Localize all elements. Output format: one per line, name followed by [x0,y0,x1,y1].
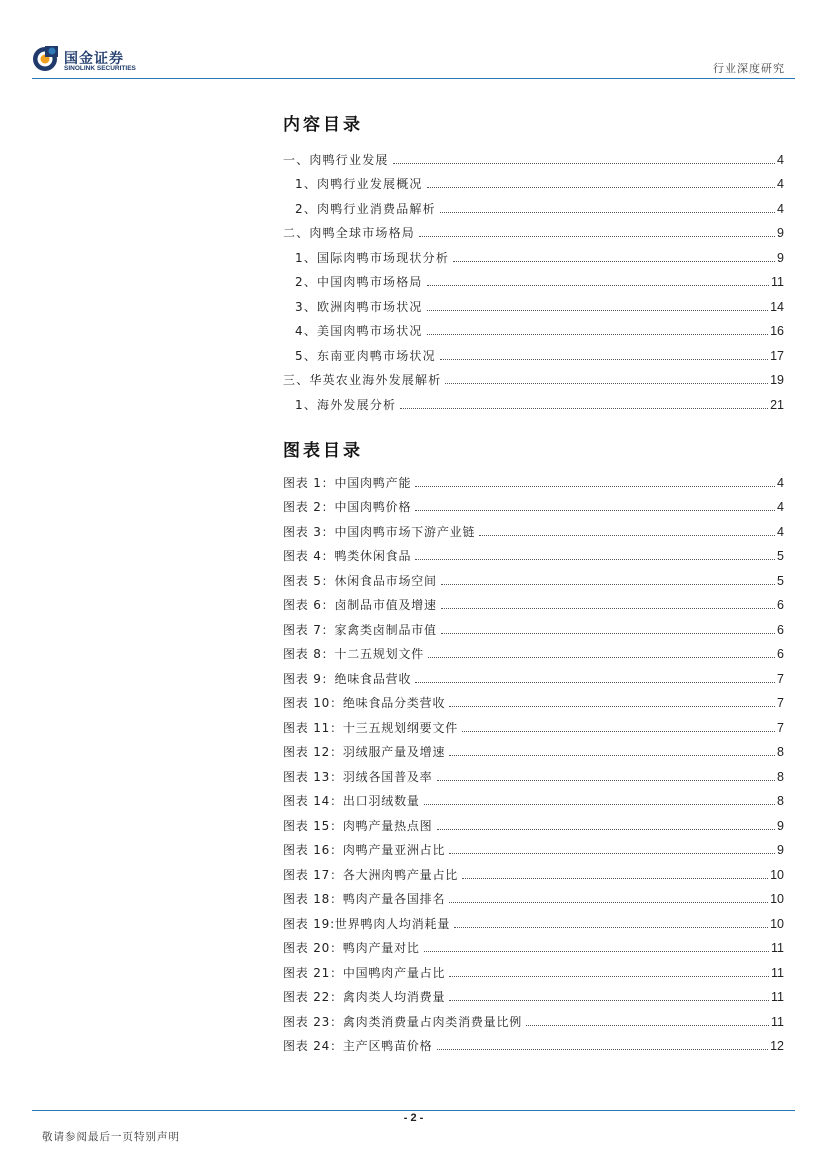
figure-entry-label: 图表 17：各大洲肉鸭产量占比 [283,867,459,882]
dot-leader [526,1025,769,1026]
figure-entry-label: 图表 10：绝味食品分类营收 [283,696,446,710]
figure-entry-page-number: 8 [777,769,784,784]
toc-entry[interactable] [283,314,784,339]
toc-entry[interactable] [283,240,784,265]
figure-entry[interactable] [283,588,784,613]
figure-entry-page-number: 7 [777,720,784,735]
figure-entry-page-number: 7 [777,671,784,686]
figure-entry[interactable] [283,514,784,539]
dot-leader [419,236,775,237]
toc-entry[interactable] [283,142,784,167]
figure-entry[interactable] [283,784,784,809]
toc-entry-page-number: 4 [777,177,784,191]
figure-entry-label: 图表 16：肉鸭产量亚洲占比 [283,843,446,857]
figure-entry[interactable] [283,735,784,760]
figure-entry-label: 图表 6：卤制品市值及增速 [283,598,437,612]
dot-leader [449,706,775,707]
figure-entry-label: 图表 18：鸭肉产量各国排名 [283,892,446,906]
figure-entry-label: 图表 12：羽绒服产量及增速 [283,745,446,759]
figure-entry[interactable] [283,931,784,956]
toc-entry[interactable] [283,167,784,192]
dot-leader [437,829,776,830]
figure-entry-label: 图表 19:世界鸭肉人均消耗量 [283,916,451,931]
figures-list [283,465,784,1053]
toc-entry-page-number: 9 [777,226,784,240]
toc-entry[interactable] [283,363,784,388]
toc-entry-page-number: 11 [771,275,784,289]
dot-leader [415,510,775,511]
dot-leader [449,976,769,977]
toc-entry-page-number: 21 [770,397,784,412]
figure-entry-label: 图表 5：休闲食品市场空间 [283,573,437,588]
figure-entry-label: 图表 1：中国肉鸭产能 [283,475,412,490]
figure-entry[interactable] [283,955,784,980]
figure-entry-label: 图表 15：肉鸭产量热点图 [283,818,433,833]
toc-entry-label: 5、东南亚肉鸭市场状况 [295,348,436,363]
dot-leader [462,878,768,879]
toc-entry[interactable] [283,216,784,241]
toc-entry-page-number: 17 [770,348,784,363]
dot-leader [427,187,775,188]
figure-entry-page-number: 4 [777,500,784,514]
dot-leader [441,584,775,585]
figure-entry-page-number: 6 [777,647,784,661]
figure-entry[interactable] [283,759,784,784]
toc-entry-label: 1、国际肉鸭市场现状分析 [295,250,450,265]
dot-leader [424,804,775,805]
figure-entry-page-number: 4 [777,524,784,539]
dot-leader [449,755,775,756]
toc-entry-label: 2、中国肉鸭市场格局 [295,275,423,289]
toc-entry[interactable] [283,387,784,412]
figure-entry[interactable] [283,710,784,735]
dot-leader [440,212,775,213]
figure-entry-page-number: 7 [777,696,784,710]
figure-entry-label: 图表 3：中国肉鸭市场下游产业链 [283,524,476,539]
dot-leader [445,383,768,384]
figure-entry-label: 图表 20：鸭肉产量对比 [283,941,420,955]
figure-entry-page-number: 9 [777,818,784,833]
disclaimer-note: 敬请参阅最后一页特别声明 [42,1131,180,1143]
figure-entry-page-number: 6 [777,622,784,637]
dot-leader [393,163,775,164]
figures-title: 图表目录 [283,441,363,461]
figure-entry-label: 图表 11：十三五规划纲要文件 [283,720,459,735]
dot-leader [440,359,768,360]
page-header [0,0,827,80]
toc-entry-page-number: 4 [777,201,784,216]
dot-leader [415,486,775,487]
figure-entry-label: 图表 9：绝味食品营收 [283,671,412,686]
figure-entry-label: 图表 2：中国肉鸭价格 [283,500,412,514]
dot-leader [454,927,768,928]
figure-entry-label: 图表 23：禽肉类消费量占肉类消费量比例 [283,1014,523,1029]
header-divider [32,78,795,79]
dot-leader [449,902,768,903]
toc-entry-page-number: 14 [770,299,784,314]
toc-entry-page-number: 19 [770,373,784,387]
figure-entry-page-number: 8 [777,745,784,759]
logo-english-name: SINOLINK SECURITIES [64,65,136,72]
toc-entry[interactable] [283,289,784,314]
dot-leader [415,559,775,560]
figure-entry[interactable] [283,490,784,515]
dot-leader [449,1000,769,1001]
figure-entry[interactable] [283,1029,784,1054]
figure-entry[interactable] [283,980,784,1005]
figure-entry-page-number: 5 [777,573,784,588]
dot-leader [400,408,768,409]
toc-entry-label: 3、欧洲肉鸭市场状况 [295,299,423,314]
sinolink-logo-icon [32,46,58,72]
dot-leader [424,951,769,952]
contents-title: 内容目录 [283,115,363,135]
dot-leader [453,261,775,262]
figure-entry[interactable] [283,539,784,564]
figure-entry-label: 图表 4：鸭类休闲食品 [283,549,412,563]
dot-leader [441,633,775,634]
toc-entry-page-number: 4 [777,152,784,167]
toc-entry[interactable] [283,338,784,363]
figure-entry[interactable] [283,882,784,907]
figure-entry-page-number: 11 [771,990,784,1004]
toc-entry-label: 1、肉鸭行业发展概况 [295,177,423,191]
figure-entry-page-number: 12 [770,1039,784,1053]
figure-entry-page-number: 10 [770,916,784,931]
footer-divider [32,1110,795,1111]
logo-chinese-name: 国金证券 [64,51,124,67]
figure-entry-label: 图表 14：出口羽绒数量 [283,794,420,808]
figure-entry-label: 图表 24：主产区鸭苗价格 [283,1039,433,1053]
figure-entry-page-number: 11 [771,965,784,980]
toc-entry-label: 2、肉鸭行业消费品解析 [295,201,436,216]
dot-leader [427,310,768,311]
dot-leader [427,334,768,335]
figure-entry[interactable] [283,857,784,882]
figure-entry-page-number: 6 [777,598,784,612]
dot-leader [427,285,769,286]
toc-entry-label: 1、海外发展分析 [295,397,397,412]
figure-entry[interactable] [283,686,784,711]
figure-entry[interactable] [283,563,784,588]
figure-entry-page-number: 10 [770,892,784,906]
figure-entry-page-number: 5 [777,549,784,563]
dot-leader [437,1049,769,1050]
toc-entry-label: 三、华英农业海外发展解析 [283,373,442,387]
toc-entry[interactable] [283,191,784,216]
figure-entry-label: 图表 21：中国鸭肉产量占比 [283,965,446,980]
toc-entry-label: 二、肉鸭全球市场格局 [283,226,416,240]
dot-leader [479,535,775,536]
figure-entry[interactable] [283,661,784,686]
dot-leader [449,853,775,854]
company-logo [32,46,162,80]
toc-entry-label: 一、肉鸭行业发展 [283,152,389,167]
toc-entry-page-number: 16 [770,324,784,338]
figure-entry[interactable] [283,808,784,833]
figure-entry[interactable] [283,1004,784,1029]
figure-entry[interactable] [283,833,784,858]
report-type: 行业深度研究 [713,62,785,75]
dot-leader [441,608,775,609]
figure-entry-page-number: 11 [771,1014,784,1029]
figure-entry-label: 图表 13：羽绒各国普及率 [283,769,433,784]
figure-entry-page-number: 11 [771,941,784,955]
figure-entry[interactable] [283,465,784,490]
figure-entry-page-number: 10 [770,867,784,882]
toc-entry-page-number: 9 [777,250,784,265]
dot-leader [462,731,775,732]
dot-leader [415,682,775,683]
figure-entry-label: 图表 8：十二五规划文件 [283,647,425,661]
dot-leader [437,780,776,781]
figure-entry-page-number: 9 [777,843,784,857]
figure-entry-label: 图表 7：家禽类卤制品市值 [283,622,437,637]
figure-entry[interactable] [283,637,784,662]
toc-entry[interactable] [283,265,784,290]
dot-leader [428,657,775,658]
contents-list [283,142,784,412]
figure-entry[interactable] [283,906,784,931]
figure-entry[interactable] [283,612,784,637]
toc-entry-label: 4、美国肉鸭市场状况 [295,324,423,338]
figure-entry-page-number: 4 [777,475,784,490]
page-number: - 2 - [403,1112,424,1124]
figure-entry-page-number: 8 [777,794,784,808]
figure-entry-label: 图表 22：禽肉类人均消费量 [283,990,446,1004]
